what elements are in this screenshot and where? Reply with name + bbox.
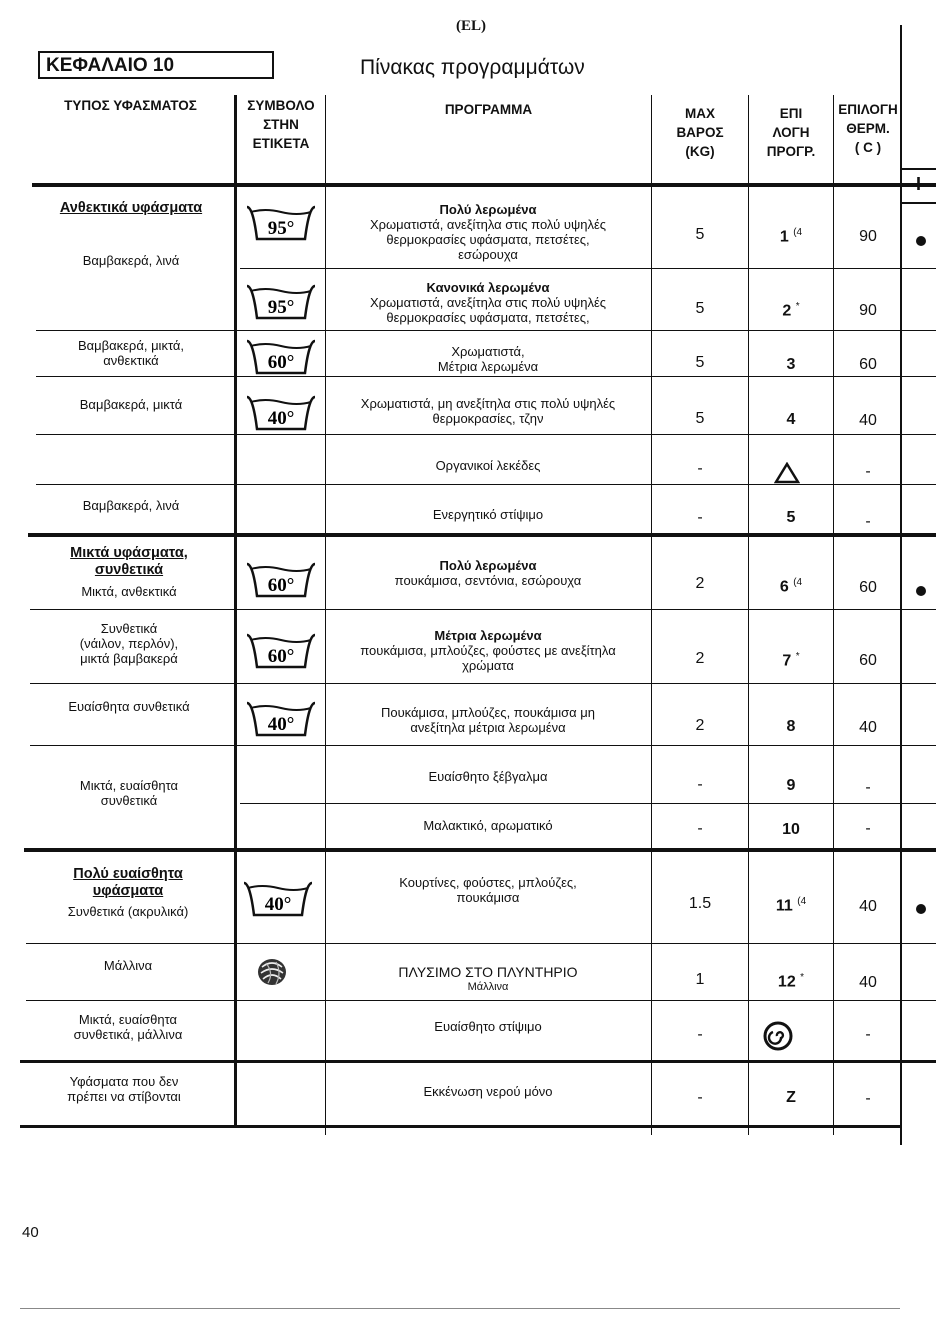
svg-text:40°: 40° [267,408,295,429]
program-description: Χρωματιστά, Μέτρια λερωμένα [437,344,539,374]
temperature: 60 [859,652,877,669]
fabric-cotton-linen: Βαμβακερά, λινά [82,253,180,268]
fabric-cotton-mixed: Βαμβακερά, μικτά [79,397,183,412]
wash-40-icon [240,879,316,919]
svg-text:60°: 60° [267,646,295,667]
language-mark: (EL) [456,18,486,34]
temperature: 40 [859,412,877,429]
category-mixed: Μικτά υφάσματα, συνθετικά [70,545,188,578]
header-program-select: ΕΠΙ ΛΟΓΗ ΠΡΟΓΡ. [766,106,816,159]
wash-60-icon [243,631,319,671]
fabric-no-spin: Υφάσματα που δεν πρέπει να στίβονται [67,1074,181,1104]
wash-40-icon [243,393,319,433]
temperature: 90 [859,228,877,245]
max-weight: - [697,1089,703,1106]
program-description: Χρωματιστά, μη ανεξίτηλα στις πολύ υψηλές θερμοκρασίες, τζην [360,396,616,426]
wash-60-icon [243,337,319,377]
program-description: Εκκένωση νερού μόνο [423,1084,553,1099]
program-description: Πουκάμισα, μπλούζες, πουκάμισα μη ανεξίτηλα μέτρια λερωμένα [380,705,596,735]
program-number: 7 * [782,651,800,670]
temperature: - [865,820,871,837]
temperature: - [865,513,871,530]
max-weight: - [697,460,703,477]
temperature: - [865,779,871,796]
program-number: 10 [782,821,800,838]
wash-60-icon [243,560,319,600]
program-number: 6 $^{(4}$ [779,577,803,596]
program-description: Ευαίσθητο στίψιμο [434,1019,542,1034]
max-weight: 1 [695,971,705,988]
max-weight: - [697,776,703,793]
program-description: Πολύ λερωμένα πουκάμισα, σεντόνια, εσώρουχα [394,558,582,588]
max-weight: - [697,1026,703,1043]
page-number: 40 [22,1224,39,1241]
program-number: 12 * [777,972,805,991]
fabric-mixed-resistant: Μικτά, ανθεκτικά [81,584,177,599]
program-description: ΠΛΥΣΙΜΟ ΣΤΟ ΠΛΥΝΤΗΡΙΟ Μάλλινα [398,964,578,993]
svg-text:40°: 40° [264,894,292,915]
header-max-weight: ΜΑΧ ΒΑΡΟΣ (KG) [676,106,724,159]
program-description: Μαλακτικό, αρωματικό [423,818,553,833]
edge-tab: I [902,168,936,204]
program-number: 4 [786,411,796,428]
bullet-dot [916,586,926,596]
wash-95-icon [243,203,319,243]
program-description: Ευαίσθητο ξέβγαλμα [428,769,548,784]
max-weight: 5 [695,226,705,243]
max-weight: 5 [695,410,705,427]
svg-text:95°: 95° [267,218,295,239]
header-program: ΠΡΟΓΡΑΜΜΑ [444,102,533,117]
program-description: Οργανικοί λεκέδες [435,458,541,473]
fabric-synthetic-acrylic: Συνθετικά (ακρυλικά) [67,904,189,919]
svg-text:60°: 60° [267,575,295,596]
triangle-icon [774,462,800,484]
temperature: 40 [859,974,877,991]
program-number: 8 [786,718,796,735]
max-weight: 2 [695,717,705,734]
fabric-cotton-linen-2: Βαμβακερά, λινά [82,498,180,513]
wash-95-icon [243,282,319,322]
fabric-mixed-delicate-synthetic: Μικτά, ευαίσθητα συνθετικά [79,778,179,808]
temperature: - [865,1026,871,1043]
max-weight: 2 [695,650,705,667]
max-weight: 5 [695,354,705,371]
max-weight: 2 [695,575,705,592]
fabric-delicate-synthetic: Ευαίσθητα συνθετικά [68,699,190,714]
temperature: 40 [859,898,877,915]
program-number: 2 * [782,301,800,320]
svg-text:95°: 95° [267,297,295,318]
program-description: Μέτρια λερωμένα πουκάμισα, μπλούζες, φούστες με ανεξίτηλα χρώματα [360,628,616,673]
program-number: Z [786,1089,796,1106]
category-resistant: Ανθεκτικά υφάσματα [59,200,203,216]
svg-text:60°: 60° [267,352,295,373]
fabric-cotton-mixed-resistant: Βαμβακερά, μικτά, ανθεκτικά [77,338,185,368]
spiral-icon [762,1020,794,1052]
program-description: Ενεργητικό στίψιμο [432,507,544,522]
program-number: 5 [786,509,796,526]
max-weight: 5 [695,300,705,317]
header-temperature: ΕΠΙΛΟΓΗ ΘΕΡΜ. ( C ) [838,102,898,155]
fabric-synthetic: Συνθετικά (νάιλον, περλόν), μικτά βαμβακερά [79,621,179,666]
wash-40-icon [243,699,319,739]
page-title: Πίνακας προγραμμάτων [360,56,585,79]
max-weight: - [697,509,703,526]
temperature: - [865,1090,871,1107]
svg-text:40°: 40° [267,714,295,735]
program-description: Πολύ λερωμένα Χρωματιστά, ανεξίτηλα στις πολύ υψηλές θερμοκρασίες υφάσματα, πετσέτες, εσώρουχα [369,202,607,262]
category-delicate: Πολύ ευαίσθητα υφάσματα [73,866,183,899]
temperature: 60 [859,579,877,596]
fabric-mixed-delicate-wool: Μικτά, ευαίσθητα συνθετικά, μάλλινα [73,1012,183,1042]
fabric-wool: Μάλλινα [103,958,153,973]
temperature: 40 [859,719,877,736]
chapter-label: ΚΕΦΑΛΑΙΟ 10 [38,51,274,79]
bullet-dot [916,904,926,914]
program-number: 9 [786,777,796,794]
wool-icon [254,955,290,989]
max-weight: - [697,820,703,837]
program-number: 1 $^{(4}$ [779,227,803,246]
program-description: Κουρτίνες, φούστες, μπλούζες, πουκάμισα [399,875,577,905]
program-description: Κανονικά λερωμένα Χρωματιστά, ανεξίτηλα στις πολύ υψηλές θερμοκρασίες υφάσματα, πετσέτες, [369,280,607,325]
header-fabric-type: ΤΥΠΟΣ ΥΦΑΣΜΑΤΟΣ [64,98,197,113]
temperature: 60 [859,356,877,373]
program-number: 11 $^{(4}$ [775,896,807,915]
temperature: - [865,463,871,480]
header-symbol: ΣΥΜΒΟΛΟ ΣΤΗΝ ΕΤΙΚΕΤΑ [247,98,315,151]
max-weight: 1.5 [688,895,712,912]
bullet-dot [916,236,926,246]
temperature: 90 [859,302,877,319]
program-number: 3 [786,356,796,373]
